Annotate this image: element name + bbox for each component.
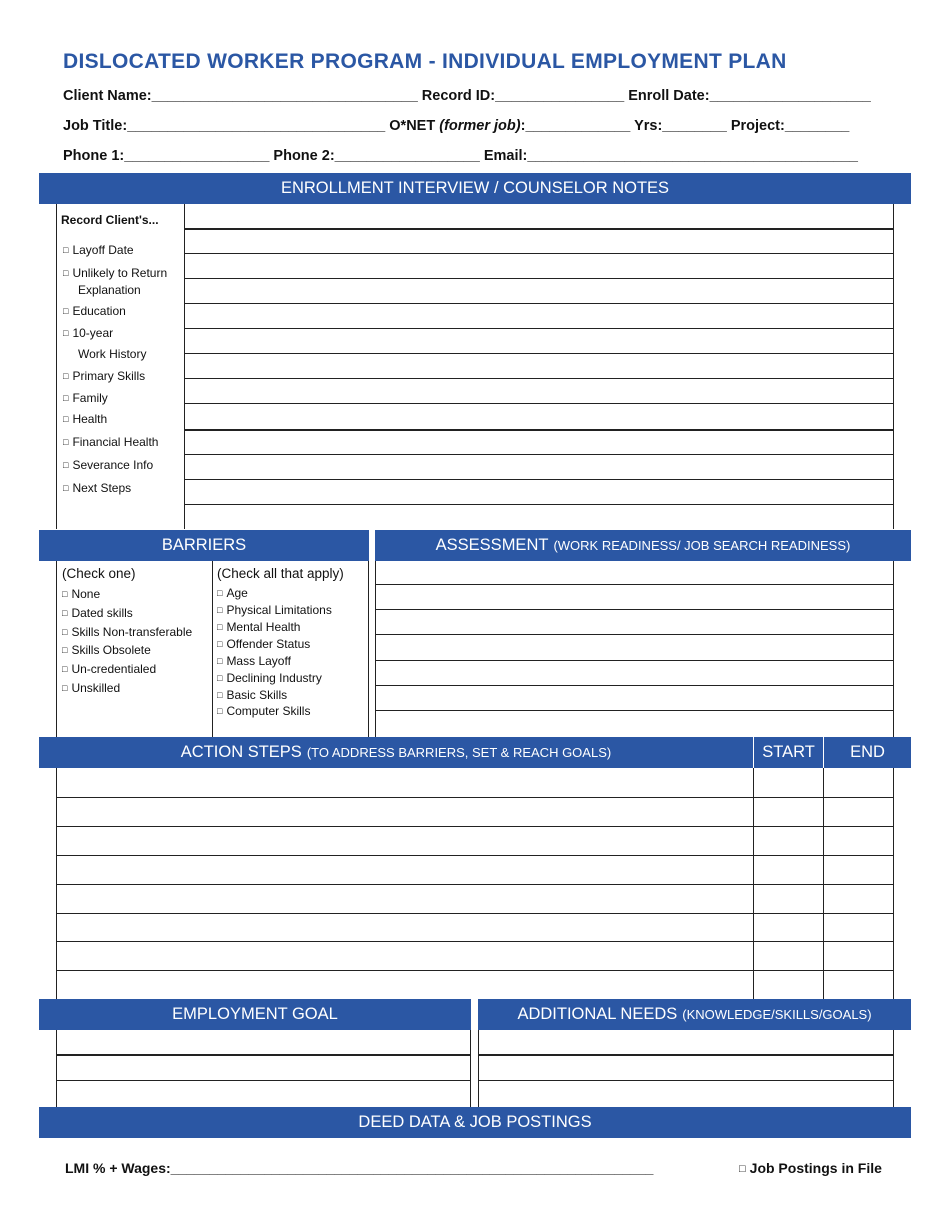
checkbox-icon[interactable]: □ — [62, 589, 68, 599]
job-postings-label: Job Postings in File — [749, 1160, 882, 1176]
assessment-header-text: ASSESSMENT — [435, 536, 549, 554]
assessment-header — [375, 530, 911, 561]
education-label: Education — [72, 304, 126, 318]
assessment-box[interactable] — [375, 561, 894, 737]
yrs-label: Yrs: — [634, 118, 663, 134]
checkbox-icon[interactable]: □ — [217, 639, 223, 649]
barrier-declining-industry-label: Declining Industry — [226, 671, 322, 685]
additional-needs-box[interactable] — [478, 1030, 894, 1107]
start-header — [754, 737, 823, 768]
checkbox-icon[interactable]: □ — [62, 664, 68, 674]
checkbox-icon[interactable]: □ — [739, 1163, 746, 1175]
enrollment-header-text: ENROLLMENT INTERVIEW / COUNSELOR NOTES — [280, 179, 670, 197]
employment-goal-header — [39, 999, 471, 1030]
barrier-basic-skills-label: Basic Skills — [226, 688, 288, 702]
checkbox-icon[interactable]: □ — [63, 483, 69, 493]
barrier-none-label: None — [71, 587, 101, 601]
project-label: Project: — [730, 118, 785, 134]
barrier-computer-skills-label: Computer Skills — [226, 704, 311, 718]
end-header — [824, 737, 911, 768]
checkbox-layoff-date[interactable] — [63, 243, 134, 257]
action-steps-subheader: (TO ADDRESS BARRIERS, SET & REACH GOALS) — [306, 745, 612, 760]
barrier-offender-status-label: Offender Status — [226, 637, 311, 651]
deed-header-text: DEED DATA & JOB POSTINGS — [358, 1113, 592, 1131]
checkbox-icon[interactable]: □ — [217, 706, 223, 716]
barrier-offender-status[interactable] — [217, 637, 310, 651]
enrollment-notes[interactable] — [184, 204, 893, 529]
checkbox-icon[interactable]: □ — [62, 645, 68, 655]
checkbox-next-steps[interactable] — [63, 481, 131, 495]
action-steps-header-text: ACTION STEPS — [180, 743, 302, 761]
barrier-dated-skills-label: Dated skills — [71, 606, 133, 620]
checkbox-education[interactable] — [63, 304, 126, 318]
header-row-1 — [63, 88, 871, 104]
client-name-label: Client Name: — [63, 88, 152, 104]
project-field[interactable]: ________ — [784, 118, 850, 134]
onet-former-job: (former job) — [439, 118, 521, 134]
yrs-field[interactable]: ________ — [662, 118, 727, 134]
barrier-skills-obsolete-label: Skills Obsolete — [71, 643, 151, 657]
page-title: DISLOCATED WORKER PROGRAM - INDIVIDUAL EMPLOYMENT PLAN — [63, 50, 787, 73]
financial-health-label: Financial Health — [72, 435, 159, 449]
onet-colon: : — [520, 118, 526, 134]
checkbox-severance-info[interactable] — [63, 458, 153, 472]
checkbox-icon[interactable]: □ — [217, 588, 223, 598]
barrier-age-label: Age — [226, 586, 248, 600]
unlikely-return-label: Unlikely to Return — [72, 266, 168, 280]
onet-label: O*NET — [389, 118, 440, 134]
checkbox-icon[interactable]: □ — [217, 690, 223, 700]
checkbox-icon[interactable]: □ — [62, 683, 68, 693]
action-steps-table[interactable] — [56, 768, 894, 999]
barrier-uncredentialed-label: Un-credentialed — [71, 662, 157, 676]
checkbox-icon[interactable]: □ — [217, 656, 223, 666]
header-row-2 — [63, 118, 849, 134]
next-steps-label: Next Steps — [72, 481, 132, 495]
email-field[interactable]: _________________________________________ — [527, 148, 858, 164]
barriers-box — [56, 561, 369, 737]
assessment-subheader: (WORK READINESS/ JOB SEARCH READINESS) — [553, 538, 851, 553]
barrier-mental-health[interactable] — [217, 620, 300, 634]
lmi-field[interactable]: ______________________________________________________________ — [170, 1160, 654, 1176]
checkbox-icon[interactable]: □ — [63, 393, 69, 403]
checkbox-icon[interactable]: □ — [63, 328, 69, 338]
end-header-text: END — [850, 743, 885, 761]
employment-goal-box[interactable] — [56, 1030, 471, 1107]
barrier-unskilled-label: Unskilled — [71, 681, 121, 695]
phone1-field[interactable]: __________________ — [124, 148, 270, 164]
barrier-mental-health-label: Mental Health — [226, 620, 301, 634]
job-title-field[interactable]: ________________________________ — [127, 118, 386, 134]
action-steps-header — [39, 737, 753, 768]
record-id-label: Record ID: — [421, 88, 496, 104]
barrier-computer-skills[interactable] — [217, 704, 310, 718]
client-name-field[interactable]: _________________________________ — [151, 88, 418, 104]
barrier-uncredentialed[interactable] — [62, 662, 156, 676]
checkbox-icon[interactable]: □ — [63, 268, 69, 278]
barrier-mass-layoff-label: Mass Layoff — [226, 654, 291, 668]
checkbox-family[interactable] — [63, 391, 108, 405]
additional-needs-subheader: (KNOWLEDGE/SKILLS/GOALS) — [682, 1007, 872, 1022]
barriers-header — [39, 530, 369, 561]
barrier-skills-obsolete[interactable] — [62, 643, 151, 657]
checkbox-icon[interactable]: □ — [217, 605, 223, 615]
start-header-text: START — [762, 743, 815, 761]
checkbox-icon[interactable]: □ — [63, 245, 69, 255]
checkbox-icon[interactable]: □ — [62, 627, 68, 637]
phone2-field[interactable]: __________________ — [334, 148, 480, 164]
header-row-3 — [63, 148, 858, 164]
phone2-label: Phone 2: — [273, 148, 335, 164]
checkbox-unlikely-return[interactable] — [63, 266, 167, 280]
checkbox-icon[interactable]: □ — [63, 371, 69, 381]
explanation-label: Explanation — [78, 283, 141, 297]
record-client-label: Record Client's... — [61, 213, 159, 227]
enrollment-box — [56, 204, 894, 529]
onet-field[interactable]: _____________ — [525, 118, 631, 134]
check-one-title: (Check one) — [62, 566, 136, 581]
lmi-row — [65, 1160, 653, 1176]
barrier-dated-skills[interactable] — [62, 606, 133, 620]
checkbox-icon[interactable]: □ — [63, 437, 69, 447]
barrier-skills-nontransferable[interactable] — [62, 625, 192, 639]
family-label: Family — [72, 391, 108, 405]
primary-skills-label: Primary Skills — [72, 369, 146, 383]
record-id-field[interactable]: ________________ — [495, 88, 625, 104]
checkbox-icon[interactable]: □ — [62, 608, 68, 618]
phone1-label: Phone 1: — [63, 148, 125, 164]
work-history-label: Work History — [78, 347, 147, 361]
barrier-declining-industry[interactable] — [217, 671, 322, 685]
checkbox-icon[interactable]: □ — [217, 622, 223, 632]
job-postings-checkbox[interactable] — [739, 1160, 882, 1176]
barrier-unskilled[interactable] — [62, 681, 120, 695]
enroll-date-label: Enroll Date: — [628, 88, 710, 104]
barrier-none[interactable] — [62, 587, 100, 601]
health-label: Health — [72, 412, 108, 426]
job-title-label: Job Title: — [63, 118, 128, 134]
checkbox-icon[interactable]: □ — [63, 414, 69, 424]
ten-year-label: 10-year — [72, 326, 114, 340]
checkbox-financial-health[interactable] — [63, 435, 158, 449]
checkbox-icon[interactable]: □ — [63, 306, 69, 316]
enrollment-header — [39, 173, 911, 204]
checkbox-primary-skills[interactable] — [63, 369, 145, 383]
severance-info-label: Severance Info — [72, 458, 154, 472]
barrier-mass-layoff[interactable] — [217, 654, 291, 668]
checkbox-10-year[interactable] — [63, 326, 113, 340]
checkbox-health[interactable] — [63, 412, 107, 426]
barrier-physical-limitations[interactable] — [217, 603, 332, 617]
checkbox-icon[interactable]: □ — [217, 673, 223, 683]
employment-goal-header-text: EMPLOYMENT GOAL — [172, 1005, 338, 1023]
barrier-age[interactable] — [217, 586, 248, 600]
barriers-header-text: BARRIERS — [161, 536, 247, 554]
additional-needs-header — [478, 999, 911, 1030]
email-label: Email: — [483, 148, 528, 164]
barrier-basic-skills[interactable] — [217, 688, 287, 702]
additional-needs-header-text: ADDITIONAL NEEDS — [517, 1005, 678, 1023]
enroll-date-field[interactable]: ____________________ — [709, 88, 871, 104]
lmi-label: LMI % + Wages: — [65, 1160, 171, 1176]
barrier-physical-limitations-label: Physical Limitations — [226, 603, 332, 617]
check-all-title: (Check all that apply) — [217, 566, 344, 581]
barrier-skills-nontransferable-label: Skills Non-transferable — [71, 625, 193, 639]
checkbox-icon[interactable]: □ — [63, 460, 69, 470]
deed-header — [39, 1107, 911, 1138]
layoff-date-label: Layoff Date — [72, 243, 134, 257]
